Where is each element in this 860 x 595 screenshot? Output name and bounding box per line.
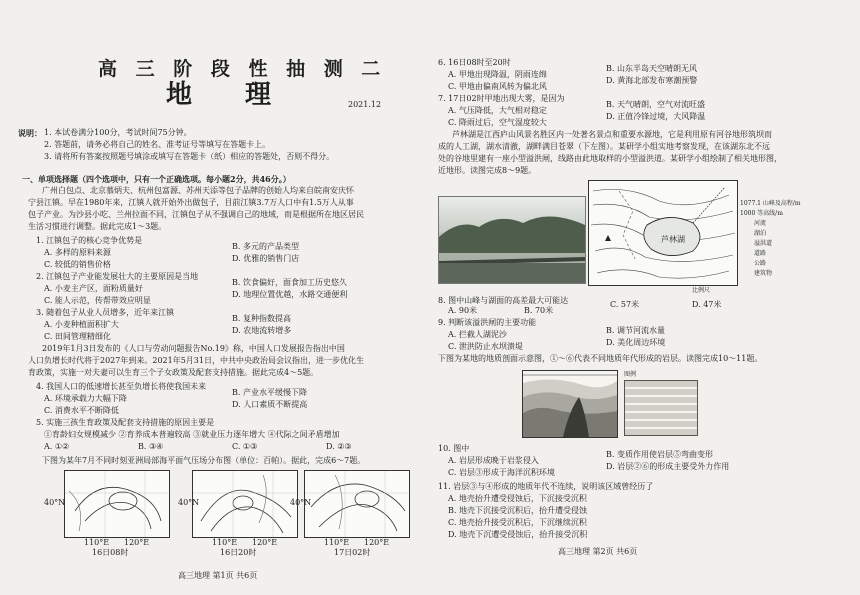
question-5: 5. 实施三孩生育政策及配套支持措施的原因主要是: [36, 418, 215, 427]
legend-swatches: [624, 380, 698, 436]
option: A. 气压降低，大气相对稳定: [448, 106, 547, 115]
option: D. 黄海北部发布寒潮预警: [606, 76, 698, 85]
passage-line: 下图为某地的地质剖面示意图，①～⑥代表不同地质年代形成的岩层。读图完成10～11题。: [438, 354, 763, 363]
passage-line: 包子产业。为沙县小吃、兰州拉面不同，江镇包子从不强调自己的地域，而是根据所在地区居民: [28, 210, 364, 219]
latitude-label: 40°N: [178, 498, 200, 507]
option: A. 小麦种植面积扩大: [44, 320, 119, 329]
option: A. 岩层形成晚于岩浆侵入: [448, 456, 539, 465]
longitude-label: 120°E: [364, 538, 390, 547]
legend-title: 图例: [624, 371, 637, 378]
map-caption: 16日08时: [92, 548, 129, 557]
option: C. 泄洪防止水坝溃堤: [448, 342, 523, 351]
map-caption: 16日20时: [220, 548, 257, 557]
sub-items: ①育龄妇女规模减少 ②育养成本普遍较高 ③就业压力逐年增大 ④代际之间矛盾增加: [44, 430, 340, 439]
passage-line: 生活习惯进行调整。据此完成1～3题。: [28, 222, 167, 231]
question-4: 4. 我国人口的低速增长甚至负增长将使我国未来: [36, 382, 207, 391]
lake-name: 芦林湖: [661, 235, 685, 244]
option: A. 甲地出现降温，阴雨连绵: [448, 70, 547, 79]
option: A. ①②: [44, 442, 70, 451]
option: D. 地壳下沉遭受侵蚀后，抬升接受沉积: [448, 530, 588, 539]
legend-item: 溢洪道: [754, 240, 773, 247]
option: D. 美化周边环境: [606, 338, 666, 347]
lake-photo: [438, 196, 586, 284]
option: B. ③④: [138, 442, 164, 451]
option: C. 岩层③形成于海洋沉积环境: [448, 468, 555, 477]
map-caption: 17日02时: [334, 548, 371, 557]
topo-map: [588, 180, 738, 286]
scale-label: 比例尺: [692, 287, 711, 294]
legend-item: 1077.1 山峰及高程/m: [740, 200, 801, 207]
option: C. 甲地由偏南风转为偏北风: [448, 82, 547, 91]
section-heading: 一、单项选择题（四个选项中，只有一个正确选项。每小题2分，共46分。）: [22, 174, 291, 184]
exam-date: 2021.12: [348, 100, 382, 109]
legend-item: 1000 等高线/m: [740, 210, 783, 217]
question-8: 8. 图中山峰与湖面的高差最大可能达: [438, 296, 569, 305]
option: D. 正值冷锋过境，大风降温: [606, 112, 706, 121]
option: C. ①③: [232, 442, 258, 451]
right-page: [438, 0, 838, 595]
longitude-label: 110°E: [212, 538, 238, 547]
longitude-label: 120°E: [124, 538, 150, 547]
question-10: 10. 图中: [438, 444, 470, 453]
option: B. 调节河流水量: [606, 326, 665, 335]
notice-label: 说明：: [18, 128, 42, 138]
question-9: 9. 判断该溢洪闸的主要功能: [438, 318, 537, 327]
option: B. 变质作用使岩层⑤弯曲变形: [606, 450, 713, 459]
notice-line: 1. 本试卷满分100分，考试时间75分钟。: [44, 128, 192, 137]
page-footer: 高三地理 第1页 共6页: [178, 571, 258, 580]
question-2: 2. 江镇包子产业能发展壮大的主要原因是当地: [36, 272, 199, 281]
pressure-map: [192, 470, 298, 538]
option: D. 农地流转增多: [232, 326, 292, 335]
longitude-label: 110°E: [324, 538, 350, 547]
question-11: 11. 岩层③与④形成的地质年代不连续，说明该区域曾经历了: [438, 482, 654, 491]
question-3: 3. 随着包子从业人员增多，近年来江镇: [36, 308, 175, 317]
option: C. 地壳抬升接受沉积后，下沉继续沉积: [448, 518, 587, 527]
pressure-map: [304, 470, 410, 538]
passage-line: 宁县江镇。早在1980年来，江镇人就开始外出做包子，目前江镇3.7万人口中有1.5万人从事: [28, 198, 354, 207]
legend-item: 建筑物: [754, 270, 773, 277]
latitude-label: 40°N: [290, 498, 312, 507]
option: A. 环境承载力大幅下降: [44, 394, 127, 403]
option: D. 岩层②⑥的形成主要受外力作用: [606, 462, 730, 471]
option: D. 地理位置优越，水路交通便利: [232, 290, 348, 299]
passage-line: 下图为某年7月不同时刻亚洲局部海平面气压场分布图（单位：百帕）。据此，完成6～7题。: [42, 456, 366, 465]
option: C. 降雨过后，空气湿度较大: [448, 118, 547, 127]
option: D. ②③: [326, 442, 352, 451]
option: A. 地壳抬升遭受侵蚀后，下沉接受沉积: [448, 494, 587, 503]
option: B. 地壳下沉接受沉积后，抬升遭受侵蚀: [448, 506, 587, 515]
option: B. 山东半岛天空晴朗无风: [606, 64, 697, 73]
option: C. 田间管理精细化: [44, 332, 111, 341]
option: A. 90米: [448, 306, 478, 315]
option: D. 47米: [692, 300, 722, 309]
option: A. 多样的原料来源: [44, 248, 111, 257]
option: A. 拦截人湖泥沙: [448, 330, 507, 339]
notice-line: 3. 请将所有答案按照题号填涂或填写在答题卡（纸）相应的答题处，否则不得分。: [44, 152, 335, 161]
passage-line: 芦林湖是江西庐山风景名胜区内一处著名景点和重要水源地，它是利用原有河谷地形筑坝而: [452, 130, 772, 139]
passage-line: 处的谷地里建有一座小型溢洪闸，线路由此地取样的小型溢洪道。某研学小组绘制了相关地形图，: [438, 154, 782, 163]
legend-item: 道路: [754, 250, 767, 257]
option: B. 复种指数提高: [232, 314, 291, 323]
passage-line: 育政策，实施一对夫妻可以生育三个子女政策及配套支持措施。据此完成4～5题。: [28, 368, 319, 377]
page-footer: 高三地理 第2页 共6页: [558, 547, 638, 556]
passage-line: 广州白包点、北京慕炳夫、杭州包富源、苏州天添等包子品牌的创始人均来自皖南安庆怀: [42, 186, 354, 195]
latitude-label: 40°N: [44, 498, 66, 507]
longitude-label: 120°E: [252, 538, 278, 547]
option: B. 产业水平缓慢下降: [232, 388, 307, 397]
question-7: 7. 17日02时甲地出现大雾，是因为: [438, 94, 565, 103]
question-6: 6. 16日08时至20时: [438, 58, 511, 67]
geologic-section: [522, 370, 618, 438]
option: C. 能人示范，传帮带效应明显: [44, 296, 151, 305]
subject-title: 地 理: [166, 80, 294, 110]
notice-line: 2. 答题前，请务必将自己的姓名、准考证号等填写在答题卡上。: [44, 140, 271, 149]
left-page: [18, 0, 418, 595]
exam-title: 高 三 阶 段 性 抽 测 二: [98, 58, 387, 80]
legend-item: 湖泊: [754, 230, 767, 237]
option: C. 57米: [610, 300, 640, 309]
legend-item: 河流: [754, 220, 767, 227]
option: B. 天气晴朗，空气对流旺盛: [606, 100, 705, 109]
passage-line: 人口负增长时代将于2027年到来。2021年5月31日，中共中央政治局会议指出，进一步优化生: [28, 356, 364, 365]
question-1: 1. 江镇包子的核心竞争优势是: [36, 236, 143, 245]
legend-item: 公路: [754, 260, 767, 267]
passage-line: 成的人工湖，湖水清澈，湖畔满目苍翠（下左图）。某研学小组实地考察发现，在该湖东北不远: [438, 142, 770, 151]
passage-line: 近地形。读图完成8～9题。: [438, 166, 537, 175]
longitude-label: 110°E: [84, 538, 110, 547]
pressure-map: [64, 470, 170, 538]
option: D. 人口素质不断提高: [232, 400, 308, 409]
option: A. 小麦主产区，面粉质量好: [44, 284, 143, 293]
option: D. 优雅的销售门店: [232, 254, 300, 263]
option: C. 消费水平不断降低: [44, 406, 119, 415]
option: C. 较低的销售价格: [44, 260, 111, 269]
option: B. 多元的产品类型: [232, 242, 299, 251]
option: B. 饮食偏好，面食加工历史悠久: [232, 278, 347, 287]
passage-line: 2019年1月3日发布的《人口与劳动问题报告No.19》称，中国人口发展报告指出中国: [42, 344, 345, 353]
option: B. 70米: [524, 306, 554, 315]
